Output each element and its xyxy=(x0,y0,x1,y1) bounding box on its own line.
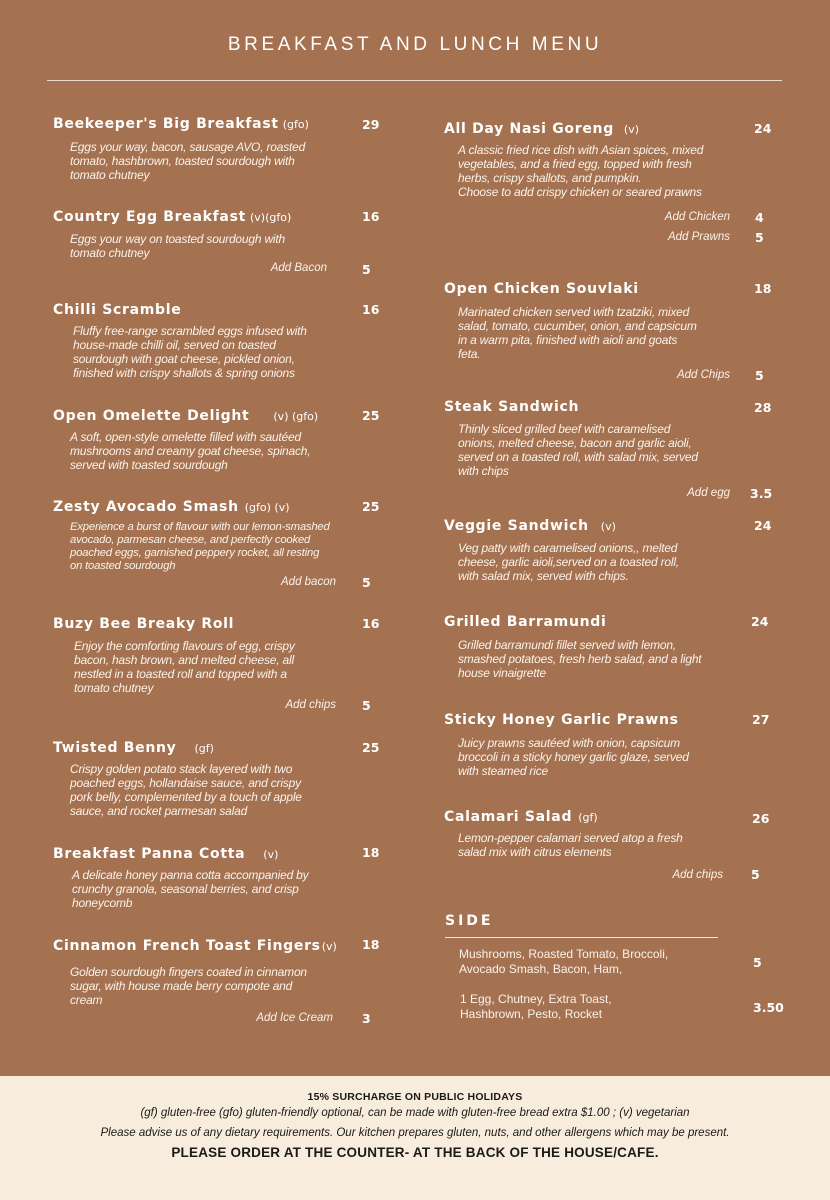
dietary-legend: (gf) gluten-free (gfo) gluten-friendly optional, can be made with gluten-free bread extra $1.00 ; (v) vegetarian xyxy=(140,1107,690,1119)
dietary-tag: (gf) xyxy=(194,742,214,755)
item-description: Fluffy free-range scrambled eggs infused with house-made chilli oil, served on toasted sourdough with goat cheese, pickled onion, finished with crispy shallots & spring onions xyxy=(73,324,307,380)
item-price: 25 xyxy=(362,408,380,423)
item-name: Breakfast Panna Cotta (v) xyxy=(53,846,279,862)
addon-price: 5 xyxy=(362,262,371,277)
addon-price: 5 xyxy=(362,698,371,713)
side-section-title: SIDE xyxy=(445,913,494,929)
item-name: Calamari Salad (gf) xyxy=(444,809,598,825)
item-description: Thinly sliced grilled beef with caramelised onions, melted cheese, bacon and garlic aioli, served on a toasted roll, with salad mix, served with chips xyxy=(458,422,698,478)
item-description: A classic fried rice dish with Asian spices, mixed vegetables, and a fried egg, topped with fresh herbs, crispy shallots, and pumpkin. Choose to add crispy chicken or seared prawns xyxy=(458,143,704,199)
addon-price: 5 xyxy=(755,368,764,383)
side-divider xyxy=(445,937,718,938)
order-instruction: PLEASE ORDER AT THE COUNTER- AT THE BACK OF THE HOUSE/CAFE. xyxy=(171,1145,659,1160)
addon-price: 5 xyxy=(751,867,760,882)
addon-label: Add Prawns xyxy=(667,231,730,243)
dietary-tag: (v) (gfo) xyxy=(273,410,319,423)
item-name: Buzy Bee Breaky Roll xyxy=(53,616,235,632)
addon-label: Add chips xyxy=(672,869,723,881)
item-price: 24 xyxy=(751,614,769,629)
item-price: 24 xyxy=(754,518,772,533)
item-name: Twisted Benny (gf) xyxy=(53,740,214,756)
addon-price: 5 xyxy=(362,575,371,590)
allergen-notice: Please advise us of any dietary requirements. Our kitchen prepares gluten, nuts, and other allergens which may be present. xyxy=(100,1127,730,1139)
item-price: 18 xyxy=(362,937,380,952)
item-description: Marinated chicken served with tzatziki, mixed salad, tomato, cucumber, onion, and capsicum in a warm pita, finished with aioli and goats feta. xyxy=(458,305,697,361)
item-name: Zesty Avocado Smash (gfo) (v) xyxy=(53,499,290,515)
item-name: Sticky Honey Garlic Prawns xyxy=(444,712,679,728)
item-description: Lemon-pepper calamari served atop a fresh salad mix with citrus elements xyxy=(458,831,683,859)
item-name: All Day Nasi Goreng (v) xyxy=(444,121,640,137)
dietary-tag: (gfo) (v) xyxy=(244,501,290,514)
item-price: 25 xyxy=(362,740,380,755)
item-price: 26 xyxy=(752,811,770,826)
item-name: Open Omelette Delight (v) (gfo) xyxy=(53,408,319,424)
addon-price: 3.5 xyxy=(750,486,773,501)
dietary-tag: (gfo) xyxy=(282,118,309,131)
item-name: Chilli Scramble xyxy=(53,302,182,318)
addon-label: Add chips xyxy=(285,699,336,711)
title-divider xyxy=(47,80,782,81)
item-price: 24 xyxy=(754,121,772,136)
item-description: Experience a burst of flavour with our lemon-smashed avocado, parmesan cheese, and perfectly cooked poached eggs, garnished peppery rocket, all resting on toasted sourdough xyxy=(70,521,330,572)
surcharge-notice: 15% SURCHARGE ON PUBLIC HOLIDAYS xyxy=(307,1091,523,1103)
addon-label: Add Chips xyxy=(676,369,730,381)
dietary-tag: (v) xyxy=(623,123,640,136)
addon-price: 3 xyxy=(362,1011,371,1026)
item-price: 16 xyxy=(362,209,380,224)
menu-title: BREAKFAST AND LUNCH MENU xyxy=(227,34,603,55)
item-description: Golden sourdough fingers coated in cinnamon sugar, with house made berry compote and cream xyxy=(70,965,307,1007)
item-description: Eggs your way on toasted sourdough with tomato chutney xyxy=(70,232,286,260)
item-name: Open Chicken Souvlaki xyxy=(444,281,639,297)
item-price: 18 xyxy=(362,845,380,860)
side-group-price: 3.50 xyxy=(753,1000,784,1015)
item-price: 16 xyxy=(362,302,380,317)
addon-label: Add egg xyxy=(687,487,730,499)
addon-price: 4 xyxy=(755,210,764,225)
item-price: 27 xyxy=(752,712,770,727)
side-group-price: 5 xyxy=(753,955,762,970)
item-name: Country Egg Breakfast (v)(gfo) xyxy=(53,209,292,225)
item-name: Cinnamon French Toast Fingers(v) xyxy=(53,938,337,954)
footer-panel xyxy=(0,1076,830,1200)
item-price: 29 xyxy=(362,117,380,132)
item-name: Beekeeper's Big Breakfast (gfo) xyxy=(53,116,309,132)
item-description: Eggs your way, bacon, sausage AVO, roasted tomato, hashbrown, toasted sourdough with tomato chutney xyxy=(70,140,306,182)
item-description: A delicate honey panna cotta accompanied by crunchy granola, seasonal berries, and crisp honeycomb xyxy=(72,868,309,910)
dietary-tag: (v) xyxy=(263,848,279,861)
dietary-tag: (gf) xyxy=(578,811,598,824)
dietary-tag: (v) xyxy=(600,520,616,533)
item-name: Veggie Sandwich (v) xyxy=(444,518,616,534)
addon-label: Add bacon xyxy=(281,576,336,588)
addon-price: 5 xyxy=(755,230,764,245)
item-price: 18 xyxy=(754,281,772,296)
item-description: Juicy prawns sautéed with onion, capsicum broccoli in a sticky honey garlic glaze, served with steamed rice xyxy=(458,736,689,778)
item-price: 16 xyxy=(362,616,380,631)
dietary-tag: (v) xyxy=(321,940,337,953)
item-name: Grilled Barramundi xyxy=(444,614,607,630)
item-price: 28 xyxy=(754,400,772,415)
item-price: 25 xyxy=(362,499,380,514)
item-description: Enjoy the comforting flavours of egg, crispy bacon, hash brown, and melted cheese, all nestled in a toasted roll and topped with a tomato chutney xyxy=(74,639,295,695)
item-description: Grilled barramundi fillet served with lemon, smashed potatoes, fresh herb salad, and a light house vinaigrette xyxy=(458,638,702,680)
item-description: Veg patty with caramelised onions,, melted cheese, garlic aioli,served on a toasted roll, with salad mix, served with chips. xyxy=(458,541,679,583)
item-description: A soft, open-style omelette filled with sautéed mushrooms and creamy goat cheese, spinach, served with toasted sourdough xyxy=(70,430,311,472)
item-description: Crispy golden potato stack layered with two poached eggs, hollandaise sauce, and crispy pork belly, complemented by a touch of apple sauce, and rocket parmesan salad xyxy=(70,762,302,818)
dietary-tag: (v)(gfo) xyxy=(250,211,292,224)
addon-label: Add Bacon xyxy=(270,262,327,274)
addon-label: Add Chicken xyxy=(664,211,730,223)
side-group-items: Mushrooms, Roasted Tomato, Broccoli, Avocado Smash, Bacon, Ham, xyxy=(459,947,669,976)
item-name: Steak Sandwich xyxy=(444,399,580,415)
side-group-items: 1 Egg, Chutney, Extra Toast, Hashbrown, Pesto, Rocket xyxy=(460,992,612,1021)
addon-label: Add Ice Cream xyxy=(256,1012,333,1024)
